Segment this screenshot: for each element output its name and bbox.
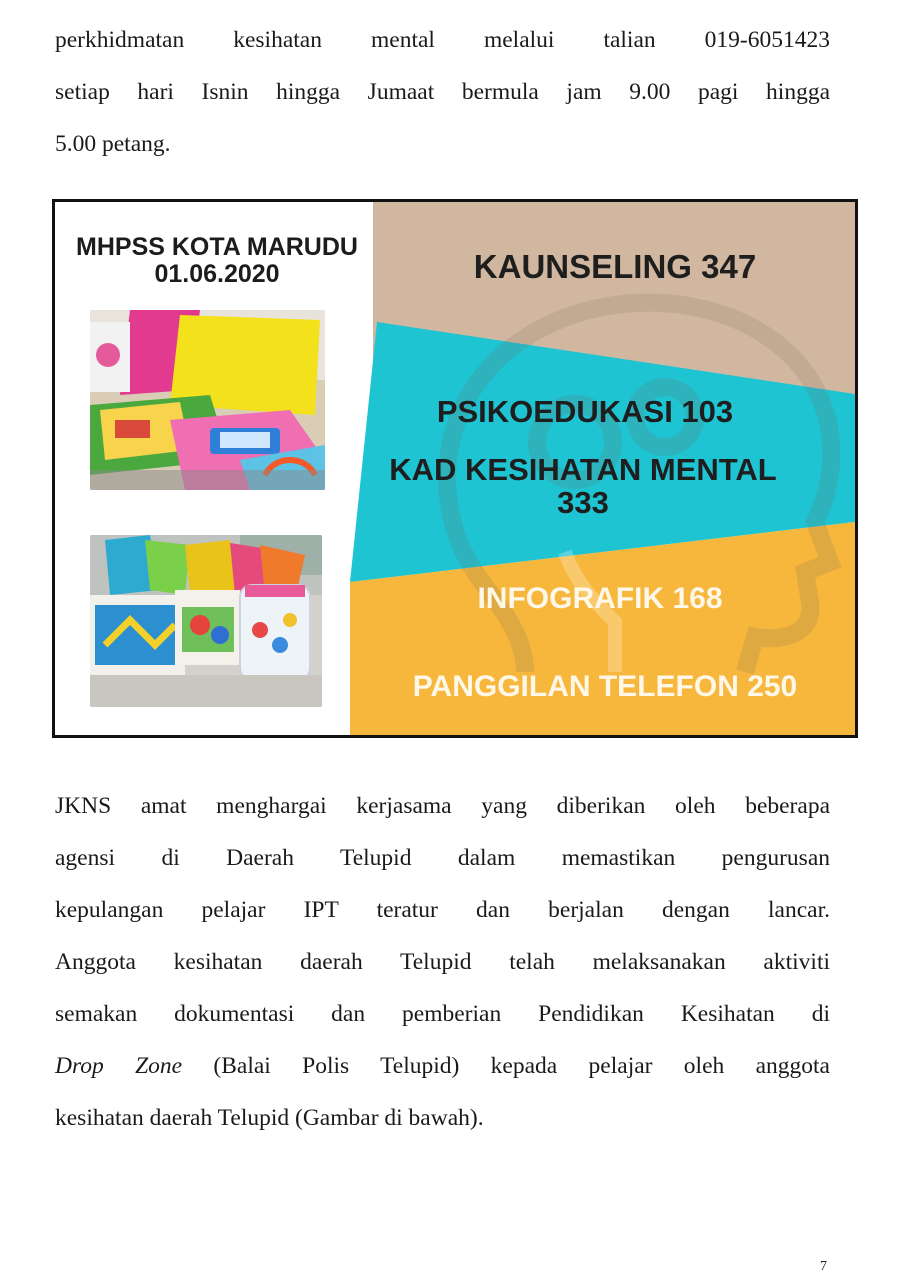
infografik-count: INFOGRAFIK 168 [477, 582, 723, 615]
text-line-drop-zone [55, 1040, 830, 1092]
text-line: Anggota kesihatan daerah Telupid telah melaksanakan aktiviti [55, 949, 830, 975]
paragraph-telupid [55, 780, 830, 1144]
text-line: kepulangan pelajar IPT teratur dan berjalan dengan lancar. [55, 897, 830, 923]
text-line: perkhidmatan kesihatan mental melalui talian 019-6051423 [55, 27, 830, 53]
text-line: 5.00 petang. [55, 131, 171, 157]
title-date: 01.06.2020 [154, 260, 280, 288]
text-line: semakan dokumentasi dan pemberian Pendidikan Kesihatan di [55, 1001, 830, 1027]
page-number: 7 [820, 1259, 827, 1274]
kad-value: 333 [557, 485, 609, 520]
text-segment: (Balai Polis Telupid) kepada pelajar oleh anggota [182, 1053, 830, 1079]
psikoedukasi-count: PSIKOEDUKASI 103 [436, 394, 734, 429]
panggilan-telefon-count: PANGGILAN TELEFON 250 [412, 670, 798, 703]
photo-activity-kits [90, 310, 325, 490]
infographic-title [67, 234, 367, 288]
title-line: MHPSS KOTA MARUDU [76, 233, 358, 261]
text-line: setiap hari Isnin hingga Jumaat bermula jam 9.00 pagi hingga [55, 79, 830, 105]
text-line: kesihatan daerah Telupid (Gambar di bawah). [55, 1105, 484, 1131]
text-line: JKNS amat menghargai kerjasama yang diberikan oleh beberapa [55, 793, 830, 819]
photo-toy-sets [90, 535, 322, 707]
kad-kesihatan-mental-count [373, 453, 793, 519]
mhpss-infographic [52, 199, 858, 738]
kad-label: KAD KESIHATAN MENTAL [389, 452, 777, 487]
drop-zone-italic: Drop Zone [55, 1053, 183, 1079]
kaunseling-count: KAUNSELING 347 [473, 248, 757, 285]
text-line: agensi di Daerah Telupid dalam memastikan pengurusan [55, 845, 830, 871]
paragraph-helpline [55, 14, 830, 170]
